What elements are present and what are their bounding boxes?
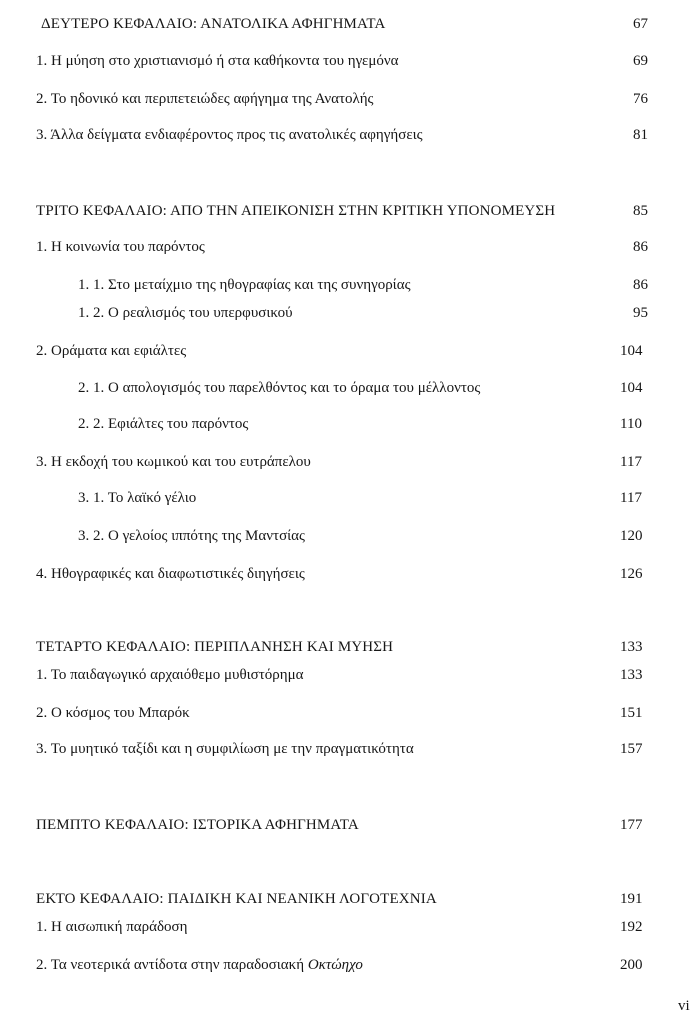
- entry-page-number: 157: [620, 741, 643, 757]
- entry-title: 3. 2. Ο γελοίος ιππότης της Μαντσίας: [78, 528, 305, 544]
- entry-page-number: 76: [633, 91, 648, 107]
- entry-page-number: 133: [620, 639, 643, 655]
- entry-title-prefix: 2. Τα νεοτερικά αντίδοτα στην παραδοσιακή: [36, 957, 305, 973]
- entry-title: 1. Το παιδαγωγικό αρχαιόθεμο μυθιστόρημα: [36, 667, 304, 683]
- entry-title: 1. 2. Ο ρεαλισμός του υπερφυσικού: [78, 305, 293, 321]
- entry-title: 2. Ο κόσμος του Μπαρόκ: [36, 705, 190, 721]
- entry-page-number: 110: [620, 416, 642, 432]
- entry-title: ΕΚΤΟ ΚΕΦΑΛΑΙΟ: ΠΑΙΔΙΚΗ ΚΑΙ ΝΕΑΝΙΚΗ ΛΟΓΟΤΕΧΝΙΑ: [36, 891, 437, 907]
- entry-title: ΤΕΤΑΡΤΟ ΚΕΦΑΛΑΙΟ: ΠΕΡΙΠΛΑΝΗΣΗ ΚΑΙ ΜΥΗΣΗ: [36, 639, 394, 655]
- entry-page-number: 117: [620, 454, 642, 470]
- entry-title: 2. Το ηδονικό και περιπετειώδες αφήγημα της Ανατολής: [36, 91, 374, 107]
- entry-title: 2. Οράματα και εφιάλτες: [36, 343, 187, 359]
- entry-page-number: 191: [620, 891, 643, 907]
- entry-page-number: 117: [620, 490, 642, 506]
- entry-page-number: 120: [620, 528, 643, 544]
- entry-title: 3. 1. Το λαϊκό γέλιο: [78, 490, 197, 506]
- entry-title: ΔΕΥΤΕΡΟ ΚΕΦΑΛΑΙΟ: ΑΝΑΤΟΛΙΚΑ ΑΦΗΓΗΜΑΤΑ: [41, 16, 386, 32]
- entry-page-number: 67: [633, 16, 648, 32]
- entry-page-number: 86: [633, 239, 648, 255]
- entry-page-number: 85: [633, 203, 648, 219]
- entry-title: 1. Η μύηση στο χριστιανισμό ή στα καθήκοντα του ηγεμόνα: [36, 53, 399, 69]
- entry-title: 3. Άλλα δείγματα ενδιαφέροντος προς τις ανατολικές αφηγήσεις: [36, 127, 423, 143]
- entry-title: 1. Η αισωπική παράδοση: [36, 919, 188, 935]
- entry-title: 1. Η κοινωνία του παρόντος: [36, 239, 205, 255]
- entry-page-number: 95: [633, 305, 648, 321]
- entry-title: [36, 954, 363, 976]
- entry-title: ΠΕΜΠΤΟ ΚΕΦΑΛΑΙΟ: ΙΣΤΟΡΙΚΑ ΑΦΗΓΗΜΑΤΑ: [36, 817, 359, 833]
- entry-page-number: 133: [620, 667, 643, 683]
- entry-page-number: 81: [633, 127, 648, 143]
- entry-title: 3. Η εκδοχή του κωμικού και του ευτράπελου: [36, 454, 311, 470]
- entry-title: 2. 2. Εφιάλτες του παρόντος: [78, 416, 249, 432]
- entry-title: 4. Ηθογραφικές και διαφωτιστικές διηγήσεις: [36, 566, 305, 582]
- entry-page-number: 69: [633, 53, 648, 69]
- entry-page-number: 104: [620, 380, 643, 396]
- entry-page-number: 86: [633, 277, 648, 293]
- entry-page-number: 192: [620, 919, 643, 935]
- entry-page-number: 104: [620, 343, 643, 359]
- entry-page-number: 151: [620, 705, 643, 721]
- page-folio: vi: [678, 998, 690, 1014]
- entry-page-number: 200: [620, 957, 643, 973]
- entry-title-italic: Οκτώηχο: [307, 957, 363, 973]
- entry-title: 2. 1. Ο απολογισμός του παρελθόντος και το όραμα του μέλλοντος: [78, 380, 481, 396]
- entry-title: 1. 1. Στο μεταίχμιο της ηθογραφίας και της συνηγορίας: [78, 277, 411, 293]
- entry-page-number: 177: [620, 817, 643, 833]
- entry-page-number: 126: [620, 566, 643, 582]
- entry-title: ΤΡΙΤΟ ΚΕΦΑΛΑΙΟ: ΑΠΟ ΤΗΝ ΑΠΕΙΚΟΝΙΣΗ ΣΤΗΝ ΚΡΙΤΙΚΗ ΥΠΟΝΟΜΕΥΣΗ: [36, 203, 556, 219]
- entry-title: 3. Το μυητικό ταξίδι και η συμφιλίωση με την πραγματικότητα: [36, 741, 414, 757]
